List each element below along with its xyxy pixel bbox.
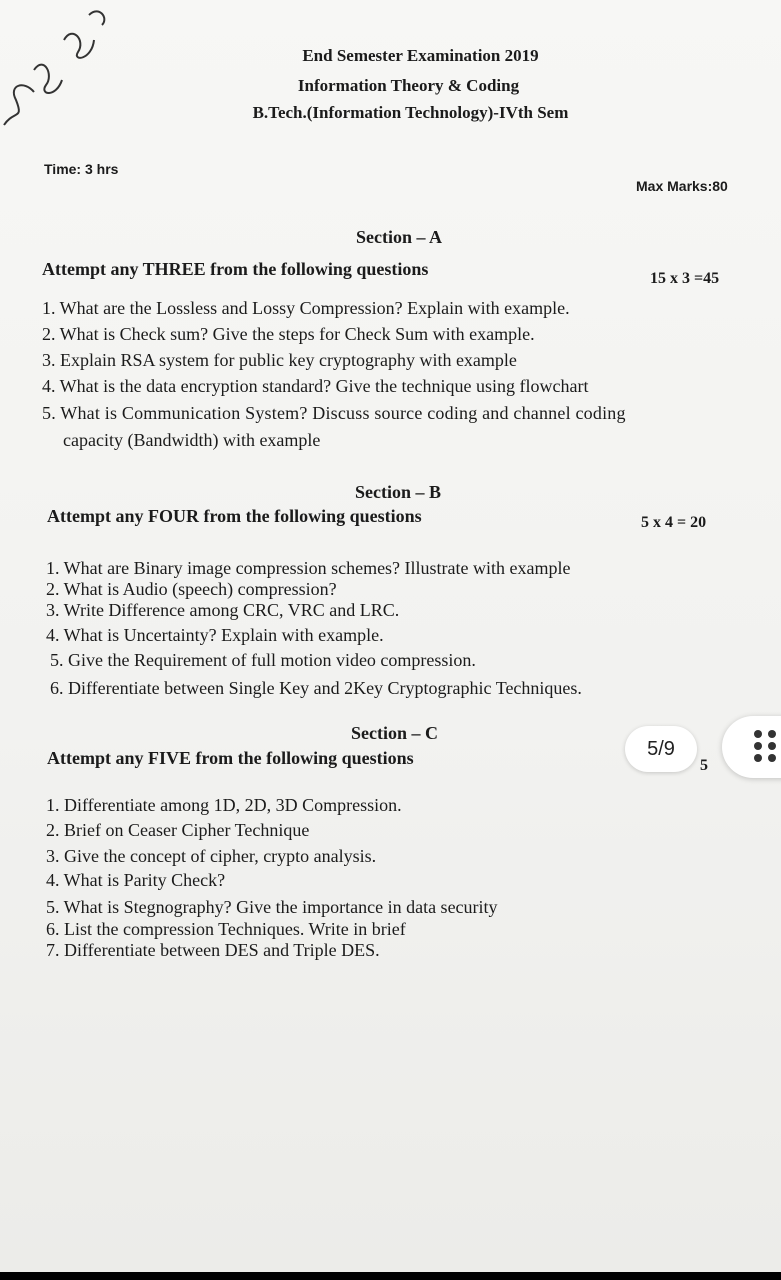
section-a-question: 3. Explain RSA system for public key cryptography with example — [42, 350, 517, 370]
section-c-question: 4. What is Parity Check? — [46, 870, 226, 890]
section-c-instruction: Attempt any FIVE from the following questions — [47, 748, 414, 768]
section-c-marks: 5 — [700, 757, 708, 774]
section-c-question: 5. What is Stegnography? Give the importance in data security — [46, 897, 498, 917]
section-a-question-continued: capacity (Bandwidth) with example — [63, 430, 321, 450]
section-b-title: Section – B — [355, 482, 442, 502]
section-c-question: 2. Brief on Ceaser Cipher Technique — [46, 820, 310, 840]
section-a-question: 2. What is Check sum? Give the steps for Check Sum with example. — [42, 324, 535, 344]
section-c-question: 7. Differentiate between DES and Triple DES. — [46, 940, 380, 960]
section-c-question: 6. List the compression Techniques. Write in brief — [46, 919, 406, 939]
course-title: Information Theory & Coding — [297, 76, 520, 95]
section-b-question: 5. Give the Requirement of full motion video compression. — [50, 650, 476, 670]
section-b-marks: 5 x 4 = 20 — [641, 514, 707, 531]
section-a-question: 4. What is the data encryption standard? Give the technique using flowchart — [42, 376, 589, 396]
bottom-bar — [0, 1272, 781, 1280]
section-a-instruction: Attempt any THREE from the following questions — [42, 259, 429, 279]
section-a-title: Section – A — [356, 227, 443, 247]
section-a-question: 5. What is Communication System? Discuss source coding and channel coding — [42, 403, 626, 423]
time-label: Time: 3 hrs — [44, 161, 119, 177]
section-b-question: 2. What is Audio (speech) compression? — [46, 579, 337, 599]
program-title: B.Tech.(Information Technology)-IVth Sem — [252, 103, 569, 122]
section-b-question: 4. What is Uncertainty? Explain with example. — [46, 625, 384, 645]
section-c-title: Section – C — [351, 723, 438, 743]
section-a-question: 1. What are the Lossless and Lossy Compression? Explain with example. — [42, 298, 570, 318]
exam-title: End Semester Examination 2019 — [302, 46, 539, 65]
section-a-marks: 15 x 3 =45 — [650, 270, 720, 287]
more-options-icon — [754, 730, 776, 762]
section-b-instruction: Attempt any FOUR from the following questions — [47, 506, 422, 526]
page-indicator[interactable]: 5/9 — [625, 726, 697, 772]
section-b-question: 1. What are Binary image compression schemes? Illustrate with example — [46, 558, 571, 578]
section-b-question: 6. Differentiate between Single Key and 2Key Cryptographic Techniques. — [50, 678, 582, 698]
section-c-question: 1. Differentiate among 1D, 2D, 3D Compression. — [46, 795, 402, 815]
max-marks-label: Max Marks:80 — [636, 178, 728, 194]
more-options-button[interactable] — [722, 716, 781, 778]
section-b-question: 3. Write Difference among CRC, VRC and LRC. — [46, 600, 400, 620]
section-c-question: 3. Give the concept of cipher, crypto analysis. — [46, 846, 377, 866]
